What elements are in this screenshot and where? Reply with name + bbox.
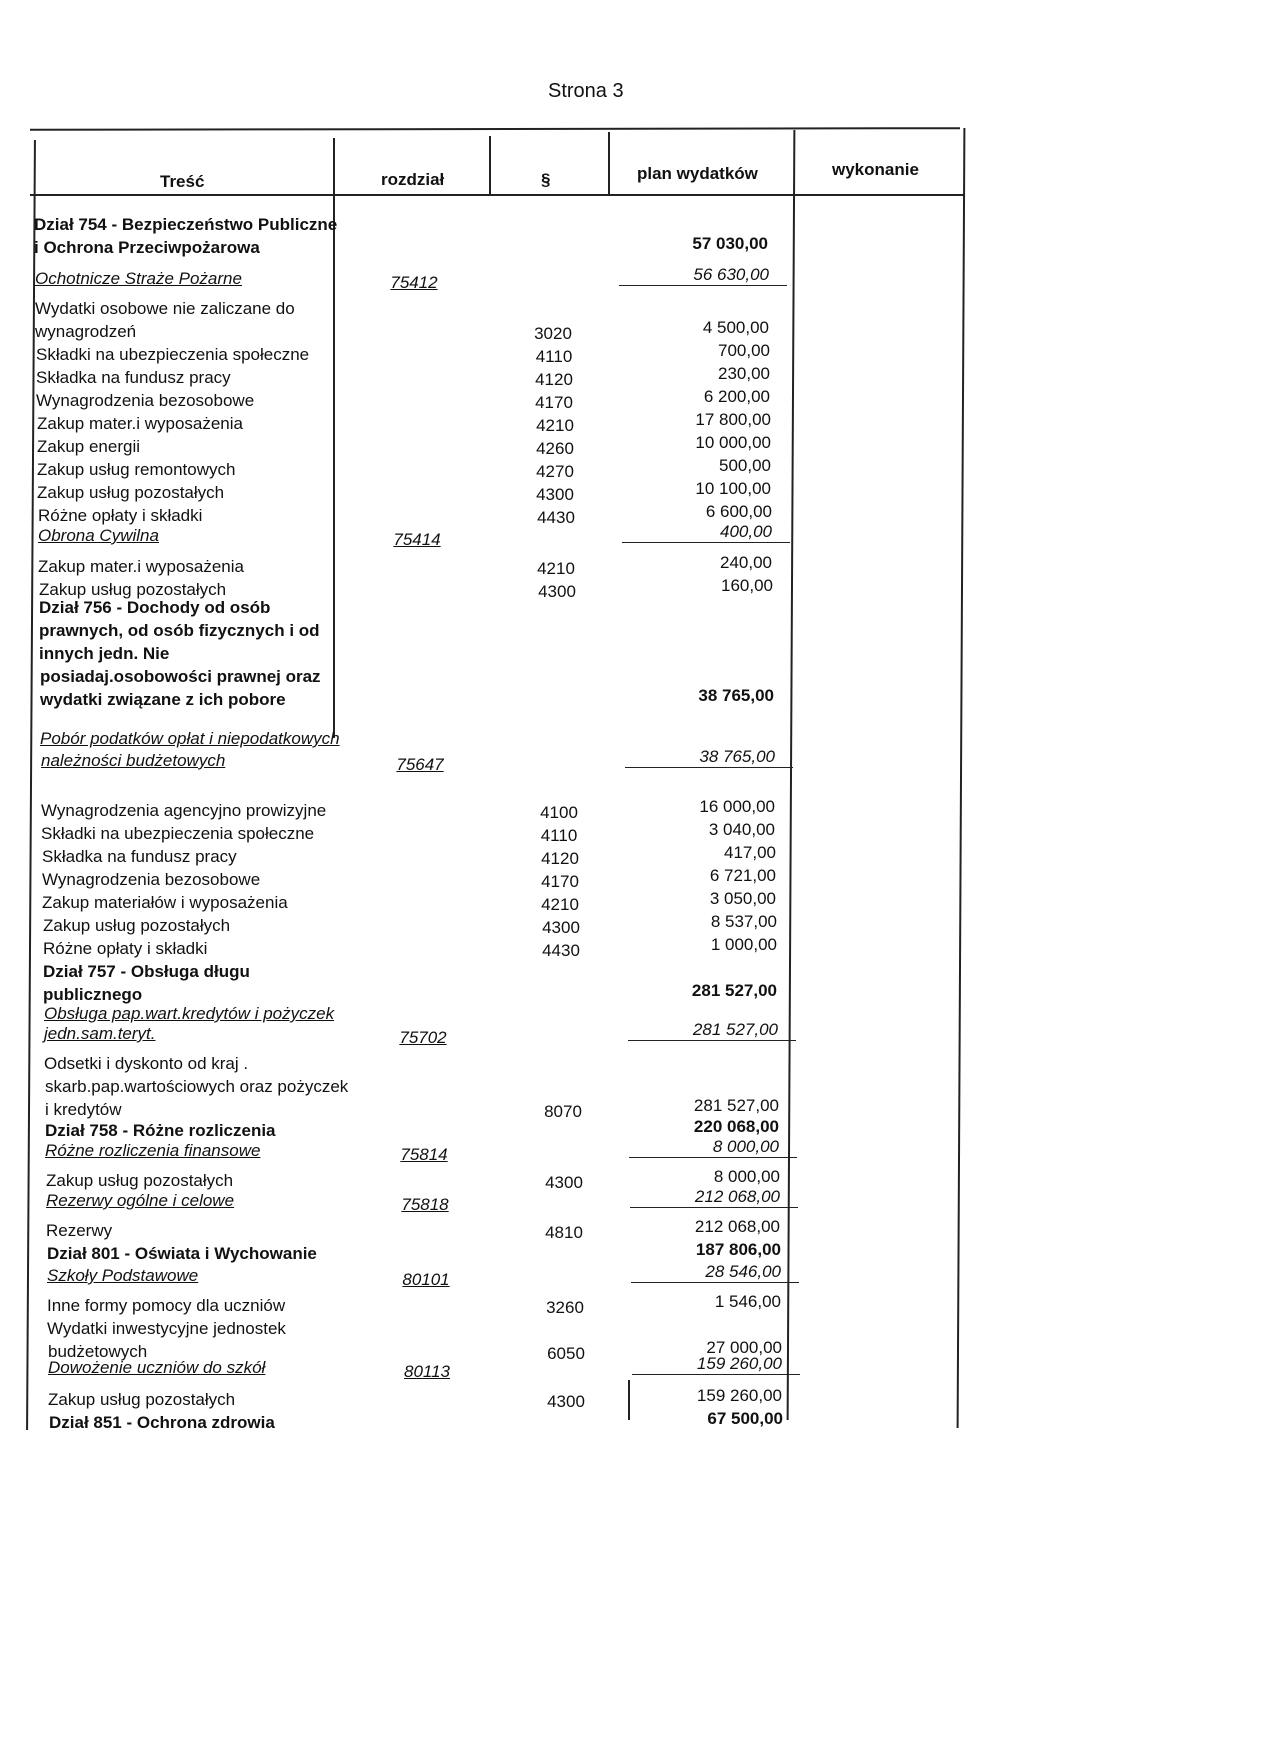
row-text: Składki na ubezpieczenia społeczne (41, 824, 315, 843)
row-rozdzial: 75647 (396, 755, 444, 774)
row-plan: 8 000,00 (712, 1137, 779, 1156)
row-text: Dział 851 - Ochrona zdrowia (49, 1413, 275, 1432)
row-paragraf: 4300 (542, 918, 580, 937)
row-paragraf: 4110 (535, 347, 573, 366)
row-text: Dział 758 - Różne rozliczenia (45, 1121, 276, 1140)
row-paragraf: 4170 (535, 393, 573, 412)
row-plan: 38 765,00 (699, 747, 775, 766)
row-text: Zakup usług pozostałych (39, 580, 227, 599)
row-text: Wydatki osobowe nie zaliczane do (35, 299, 295, 318)
row-plan: 38 765,00 (698, 686, 774, 705)
row-plan: 6 200,00 (703, 387, 770, 406)
table-top-border (30, 127, 960, 131)
row-text: innych jedn. Nie (39, 644, 170, 663)
row-plan: 159 260,00 (696, 1354, 782, 1373)
header-tresc: Treść (160, 172, 205, 191)
row-text: Zakup energii (37, 437, 141, 456)
row-paragraf: 4270 (536, 462, 574, 481)
row-text: wynagrodzeń (35, 322, 137, 341)
row-paragraf: 4210 (536, 416, 574, 435)
row-plan: 700,00 (718, 341, 770, 360)
row-plan: 10 000,00 (695, 433, 771, 452)
row-plan: 28 546,00 (705, 1262, 781, 1281)
row-text: Różne opłaty i składki (43, 939, 208, 958)
header-rozdzial: rozdział (381, 170, 445, 189)
row-plan: 8 537,00 (710, 912, 777, 931)
row-plan: 212 068,00 (694, 1217, 780, 1236)
row-text: Składki na ubezpieczenia społeczne (36, 345, 310, 364)
header-plan: plan wydatków (637, 164, 758, 183)
row-text: i kredytów (45, 1100, 122, 1119)
row-plan: 230,00 (718, 364, 770, 383)
row-plan: 400,00 (720, 522, 772, 541)
row-paragraf: 4300 (536, 485, 574, 504)
row-rozdzial: 75414 (393, 530, 441, 549)
row-rozdzial: 80113 (403, 1362, 450, 1381)
row-paragraf: 8070 (544, 1102, 582, 1121)
row-text: Wynagrodzenia bezosobowe (42, 870, 261, 889)
row-text: Różne opłaty i składki (38, 506, 203, 525)
subtotal-rule (625, 767, 793, 768)
row-plan: 67 500,00 (707, 1409, 783, 1428)
table-header-divider (30, 194, 964, 196)
row-paragraf: 4810 (545, 1223, 583, 1242)
row-paragraf: 4100 (540, 803, 578, 822)
header-paragraf: § (541, 170, 551, 189)
row-text: Inne formy pomocy dla uczniów (47, 1296, 286, 1315)
row-rozdzial: 75818 (401, 1195, 449, 1214)
row-rozdzial: 75814 (400, 1145, 448, 1164)
row-text: Odsetki i dyskonto od kraj . (44, 1054, 249, 1073)
row-paragraf: 4210 (541, 895, 579, 914)
col-divider-right (957, 128, 966, 1428)
row-text: Obrona Cywilna (38, 526, 159, 545)
subtotal-rule (629, 1157, 797, 1158)
row-text: należności budżetowych (41, 751, 226, 770)
row-plan: 3 050,00 (709, 889, 776, 908)
subtotal-rule (619, 285, 787, 286)
row-paragraf: 4300 (545, 1173, 583, 1192)
row-paragraf: 4300 (538, 582, 576, 601)
subtotal-rule (631, 1282, 799, 1283)
row-plan: 160,00 (721, 576, 773, 595)
row-text: Zakup usług pozostałych (48, 1390, 236, 1409)
row-text: jedn.sam.teryt. (44, 1024, 156, 1043)
page-label: Strona 3 (548, 80, 624, 102)
subtotal-rule (622, 542, 790, 543)
row-plan: 220 068,00 (693, 1117, 779, 1136)
row-text: Zakup mater.i wyposażenia (38, 557, 244, 576)
row-plan: 56 630,00 (693, 265, 769, 284)
row-plan: 1 546,00 (714, 1292, 781, 1311)
row-plan: 281 527,00 (691, 981, 777, 1000)
row-paragraf: 3020 (534, 324, 572, 343)
row-text: Zakup usług pozostałych (46, 1171, 234, 1190)
row-paragraf: 4170 (541, 872, 579, 891)
row-paragraf: 3260 (546, 1298, 584, 1317)
row-plan: 16 000,00 (699, 797, 775, 816)
row-text: Różne rozliczenia finansowe (45, 1141, 261, 1160)
row-text: Zakup mater.i wyposażenia (37, 414, 243, 433)
row-plan: 6 721,00 (709, 866, 776, 885)
col-divider-paragraf (489, 136, 491, 196)
row-text: prawnych, od osób fizycznych i od (39, 621, 320, 640)
header-wykonanie: wykonanie (832, 160, 919, 179)
row-text: Dział 756 - Dochody od osób (39, 598, 271, 617)
row-text: Dowożenie uczniów do szkół (48, 1358, 266, 1377)
row-text: wydatki związane z ich pobore (40, 690, 286, 709)
row-plan: 17 800,00 (695, 410, 771, 429)
row-plan: 10 100,00 (695, 479, 771, 498)
row-plan: 27 000,00 (706, 1338, 782, 1357)
subtotal-rule (628, 1040, 796, 1041)
row-text: skarb.pap.wartościowych oraz pożyczek (45, 1077, 349, 1096)
row-text: Wydatki inwestycyjne jednostek (47, 1319, 286, 1338)
row-rozdzial: 75702 (399, 1028, 447, 1047)
row-text: Dział 801 - Oświata i Wychowanie (47, 1244, 317, 1263)
col-divider-plan-right (787, 130, 796, 1420)
row-text: publicznego (43, 985, 143, 1004)
row-plan: 281 527,00 (693, 1096, 779, 1115)
row-text: Pobór podatków opłat i niepodatkowych (40, 729, 340, 748)
row-plan: 4 500,00 (702, 318, 769, 337)
row-paragraf: 4430 (537, 508, 575, 527)
row-text: Zakup usług pozostałych (43, 916, 231, 935)
row-plan: 212 068,00 (694, 1187, 780, 1206)
row-text: Zakup materiałów i wyposażenia (42, 893, 288, 912)
row-plan: 57 030,00 (692, 234, 768, 253)
row-text: Wynagrodzenia bezosobowe (36, 391, 255, 410)
row-text: Składka na fundusz pracy (36, 368, 231, 387)
row-text: Dział 757 - Obsługa długu (43, 962, 250, 981)
row-plan: 500,00 (719, 456, 771, 475)
row-text: Rezerwy (46, 1221, 113, 1240)
row-text: Wynagrodzenia agencyjno prowizyjne (41, 801, 327, 820)
row-text: Szkoły Podstawowe (47, 1266, 199, 1285)
row-plan: 1 000,00 (710, 935, 777, 954)
row-plan: 417,00 (724, 843, 776, 862)
row-text: Rezerwy ogólne i celowe (46, 1191, 235, 1210)
row-paragraf: 4120 (535, 370, 573, 389)
row-text: Zakup usług pozostałych (37, 483, 225, 502)
row-paragraf: 4110 (540, 826, 578, 845)
row-paragraf: 4300 (547, 1392, 585, 1411)
row-paragraf: 4430 (542, 941, 580, 960)
row-rozdzial: 80101 (402, 1270, 450, 1289)
row-paragraf: 4260 (536, 439, 574, 458)
row-plan: 281 527,00 (692, 1020, 778, 1039)
row-plan: 159 260,00 (696, 1386, 782, 1405)
row-plan: 3 040,00 (708, 820, 775, 839)
row-text: Obsługa pap.wart.kredytów i pożyczek (44, 1004, 335, 1023)
row-plan: 8 000,00 (713, 1167, 780, 1186)
row-rozdzial: 75412 (390, 273, 438, 292)
row-text: Dział 754 - Bezpieczeństwo Publiczne (34, 215, 338, 234)
row-text: Składka na fundusz pracy (42, 847, 237, 866)
row-plan: 6 600,00 (705, 502, 772, 521)
row-paragraf: 6050 (547, 1344, 585, 1363)
row-paragraf: 4120 (541, 849, 579, 868)
row-text: Ochotnicze Straże Pożarne (35, 269, 242, 288)
row-plan: 187 806,00 (695, 1240, 781, 1259)
row-text: i Ochrona Przeciwpożarowa (34, 238, 260, 257)
row-plan: 240,00 (720, 553, 772, 572)
row-text: Zakup usług remontowych (37, 460, 236, 479)
subtotal-rule (630, 1207, 798, 1208)
subtotal-rule (632, 1374, 800, 1375)
row-text: posiadaj.osobowości prawnej oraz (40, 667, 321, 686)
row-paragraf: 4210 (537, 559, 575, 578)
col-divider-plan (608, 132, 610, 196)
row-text: budżetowych (48, 1342, 148, 1361)
